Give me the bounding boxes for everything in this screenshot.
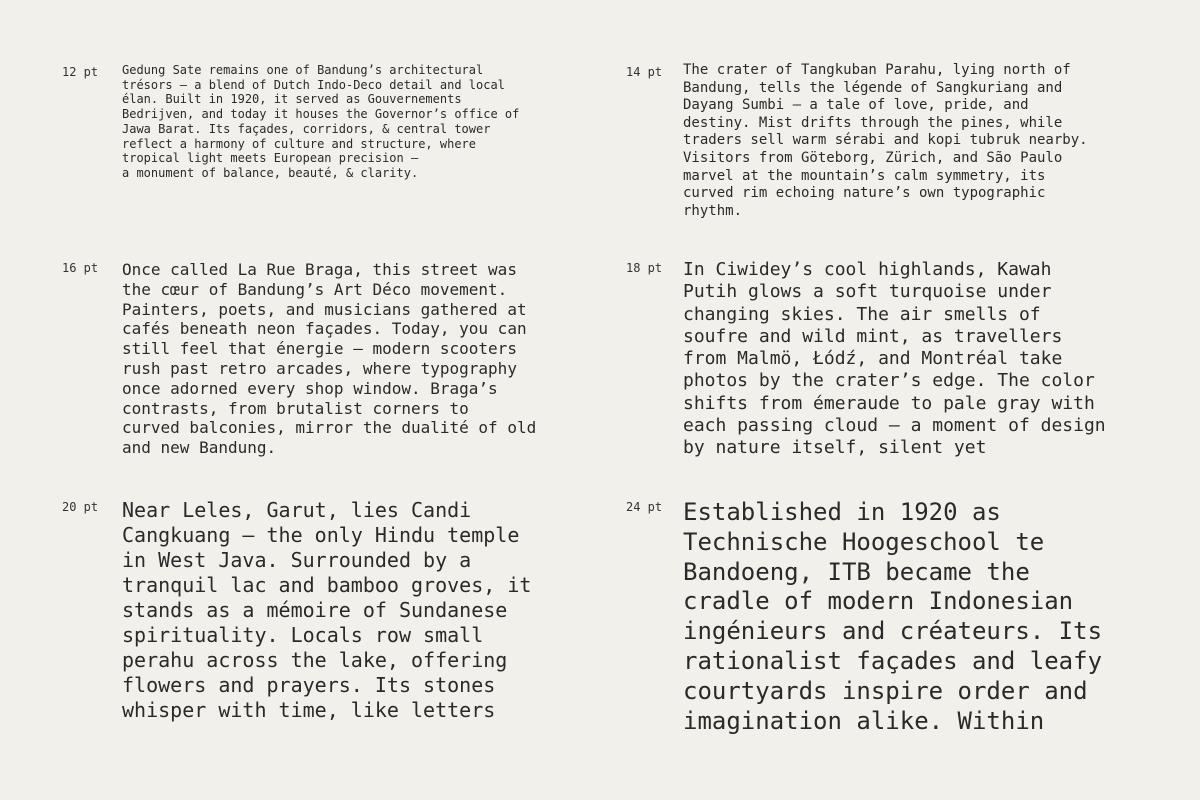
text-line: whisper with time, like letters — [122, 698, 496, 722]
size-label-14pt: 14 pt — [626, 65, 663, 79]
text-line: trésors — a blend of Dutch Indo-Deco detail and local — [122, 77, 505, 92]
text-line: the cœur of Bandung’s Art Déco movement. — [122, 279, 508, 299]
text-line: Dayang Sumbi — a tale of love, pride, and — [683, 97, 1029, 114]
text-line: shifts from émeraude to pale gray with — [683, 392, 1095, 414]
size-label-20pt: 20 pt — [62, 500, 99, 514]
size-label-24pt: 24 pt — [626, 500, 663, 514]
specimen-text-16pt — [122, 260, 577, 462]
text-line: curved balconies, mirror the dualité of old — [122, 418, 537, 438]
text-line: Technische Hoogeschool te — [683, 527, 1045, 556]
text-line: tranquil lac and bamboo groves, it — [122, 573, 532, 597]
text-line: Jawa Barat. Its façades, corridors, & central tower — [122, 121, 491, 136]
size-label-16pt: 16 pt — [62, 261, 99, 275]
specimen-text-12pt — [122, 63, 577, 183]
size-label-18pt: 18 pt — [626, 261, 663, 275]
text-line: Near Leles, Garut, lies Candi — [122, 498, 472, 522]
text-line: Putih glows a soft turquoise under — [683, 281, 1052, 303]
text-line: traders sell warm sérabi and kopi tubruk nearby. — [683, 132, 1088, 149]
text-line: courtyards inspire order and — [683, 676, 1088, 705]
text-line: Painters, poets, and musicians gathered at — [122, 299, 527, 319]
text-line: contrasts, from brutalist corners to — [122, 398, 469, 418]
text-line: each passing cloud — a moment of design — [683, 415, 1106, 437]
text-line: destiny. Mist drifts through the pines, while — [683, 114, 1063, 131]
text-line: cradle of modern Indonesian — [683, 587, 1074, 616]
text-line: Visitors from Göteborg, Zürich, and São Paulo — [683, 149, 1063, 166]
text-line: spirituality. Locals row small — [122, 623, 484, 647]
text-line: tropical light meets European precision — — [122, 151, 419, 166]
text-line: Cangkuang — the only Hindu temple — [122, 523, 520, 547]
text-line: stands as a mémoire of Sundanese — [122, 598, 508, 622]
specimen-text-14pt — [683, 62, 1143, 224]
text-line: Once called La Rue Braga, this street was — [122, 260, 517, 279]
text-line: rush past retro arcades, where typography — [122, 358, 517, 378]
text-line: Bandung, tells the légende of Sangkuriang and — [683, 79, 1063, 96]
text-line: once adorned every shop window. Braga’s — [122, 378, 498, 398]
text-line: soufre and wild mint, as travellers — [683, 325, 1063, 347]
text-line: a monument of balance, beauté, & clarity. — [122, 165, 419, 180]
text-line: Bedrijven, and today it houses the Governor’s office of — [122, 107, 520, 122]
text-line: flowers and prayers. Its stones — [122, 673, 496, 697]
text-line: perahu across the lake, offering — [122, 648, 508, 672]
specimen-text-20pt — [122, 498, 577, 726]
text-line: and new Bandung. — [122, 438, 277, 458]
text-line: Established in 1920 as — [683, 498, 1001, 526]
text-line: changing skies. The air smells of — [683, 303, 1041, 325]
text-line: still feel that énergie — modern scooters — [122, 339, 517, 359]
text-line: élan. Built in 1920, it served as Gouvernements — [122, 92, 462, 107]
text-line: reflect a harmony of culture and structure, where — [122, 136, 477, 151]
text-line: in West Java. Surrounded by a — [122, 548, 472, 572]
text-line: imagination alike. Within — [683, 706, 1045, 735]
text-line: In Ciwidey’s cool highlands, Kawah — [683, 259, 1052, 280]
text-line: photos by the crater’s edge. The color — [683, 370, 1095, 392]
text-line: Gedung Sate remains one of Bandung’s architectural — [122, 63, 484, 77]
text-line: cafés beneath neon façades. Today, you can — [122, 319, 527, 339]
text-line: from Malmö, Łódź, and Montréal take — [683, 348, 1063, 370]
specimen-text-24pt — [683, 498, 1143, 740]
text-line: curved rim echoing nature’s own typographic — [683, 185, 1046, 202]
text-line: marvel at the mountain’s calm symmetry, its — [683, 167, 1046, 184]
text-line: by nature itself, silent yet — [683, 437, 987, 459]
text-line: The crater of Tangkuban Parahu, lying north of — [683, 62, 1071, 78]
text-line: rhythm. — [683, 202, 743, 219]
specimen-text-18pt — [683, 259, 1143, 463]
size-label-12pt: 12 pt — [62, 65, 99, 79]
text-line: rationalist façades and leafy — [683, 646, 1103, 675]
text-line: Bandoeng, ITB became the — [683, 557, 1030, 586]
text-line: ingénieurs and créateurs. Its — [683, 617, 1103, 646]
